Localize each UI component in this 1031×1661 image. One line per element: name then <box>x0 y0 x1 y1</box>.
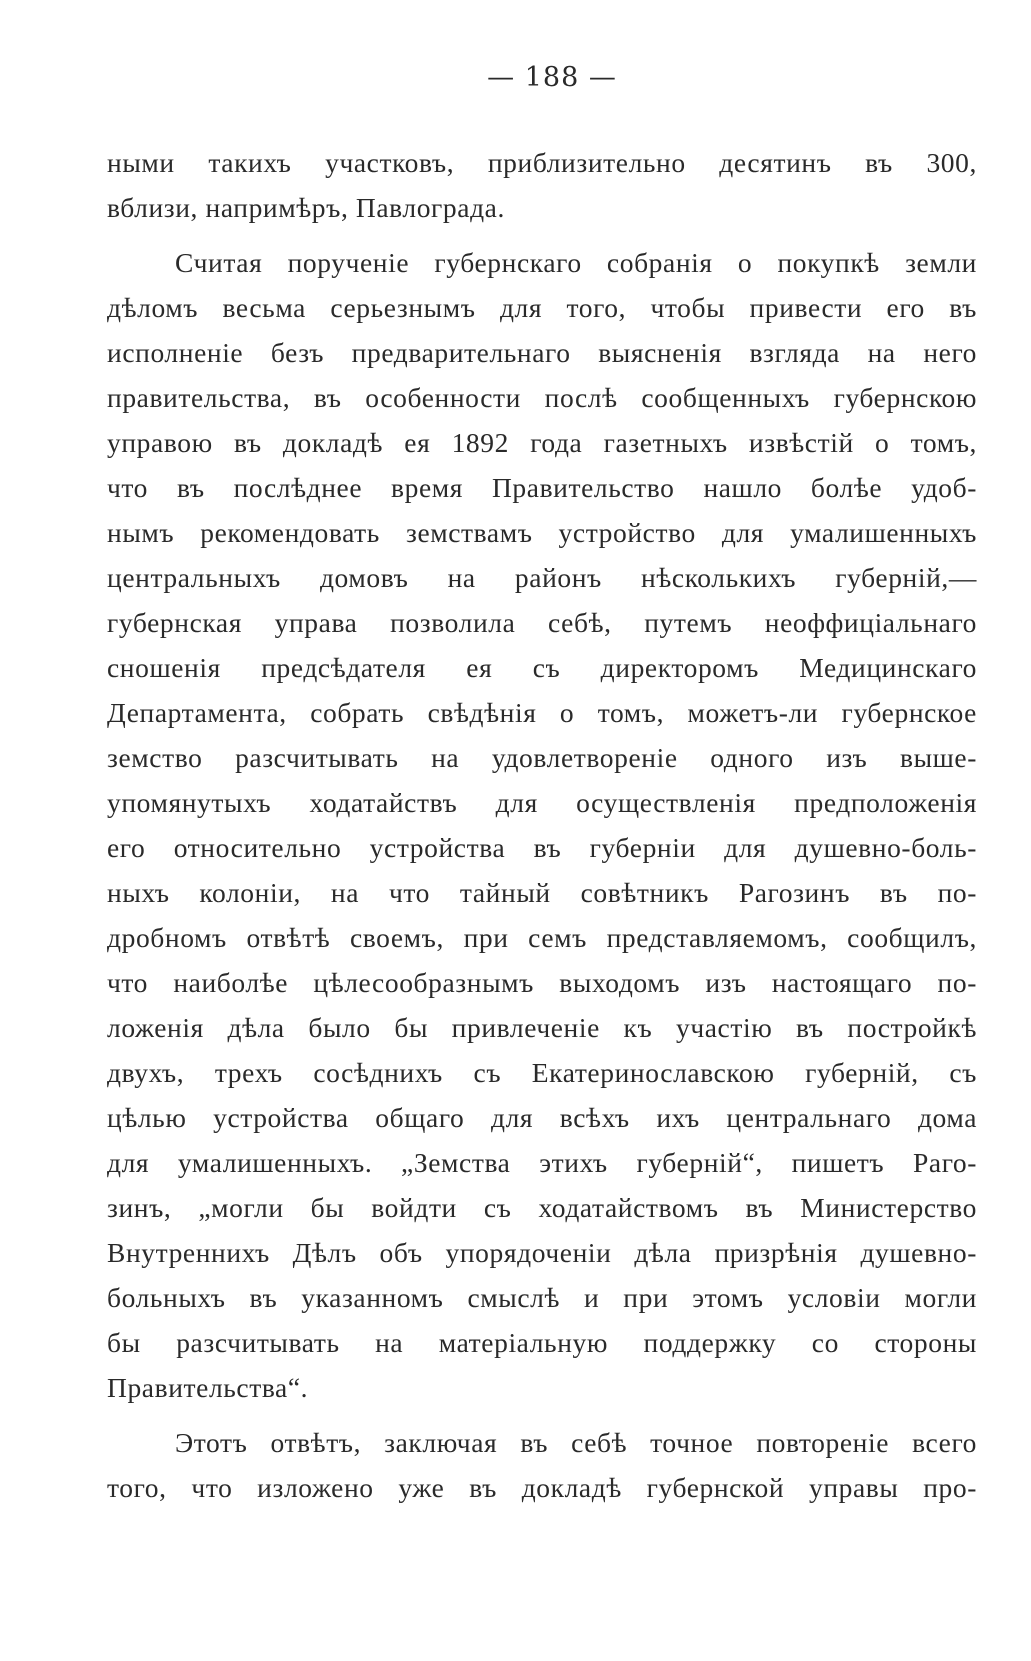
text-line: ныхъ колоніи, на что тайный совѣтникъ Рагозинъ въ по- <box>107 877 977 908</box>
text-line: управою въ докладѣ ея 1892 года газетныхъ извѣстій о томъ, <box>107 427 977 458</box>
text-line: что въ послѣднее время Правительство нашло болѣе удоб- <box>107 472 977 503</box>
text-line: исполненіе безъ предварительнаго выясненія взгляда на него <box>107 337 977 368</box>
text-line: что наиболѣе цѣлесообразнымъ выходомъ изъ настоящаго по- <box>107 967 977 998</box>
text-line: упомянутыхъ ходатайствъ для осуществленія предположенія <box>107 787 977 818</box>
text-line: цѣлью устройства общаго для всѣхъ ихъ центральнаго дома <box>107 1102 977 1133</box>
text-line: сношенія предсѣдателя ея съ директоромъ Медицинскаго <box>107 652 977 683</box>
text-line: земство разсчитывать на удовлетвореніе одного изъ выше- <box>107 742 977 773</box>
text-line: Департамента, собрать свѣдѣнія о томъ, можетъ-ли губернское <box>107 697 977 728</box>
text-line: бы разсчитывать на матеріальную поддержку со стороны <box>107 1327 977 1358</box>
text-line: Правительства“. <box>107 1372 309 1403</box>
text-line: Внутреннихъ Дѣлъ объ упорядоченіи дѣла призрѣнія душевно- <box>107 1237 977 1268</box>
text-line: нымъ рекомендовать земствамъ устройство для умалишенныхъ <box>107 517 977 548</box>
text-line: Этотъ отвѣтъ, заключая въ себѣ точное повтореніе всего <box>175 1427 977 1458</box>
text-line: правительства, въ особенности послѣ сообщенныхъ губернскою <box>107 382 977 413</box>
text-line: двухъ, трехъ сосѣднихъ съ Екатеринославскою губерній, съ <box>107 1057 977 1088</box>
text-line: зинъ, „могли бы войдти съ ходатайствомъ въ Министерство <box>107 1192 977 1223</box>
text-line: для умалишенныхъ. „Земства этихъ губерній“, пишетъ Раго- <box>107 1147 977 1178</box>
text-line: больныхъ въ указанномъ смыслѣ и при этомъ условіи могли <box>107 1282 977 1313</box>
text-line: того, что изложено уже въ докладѣ губернской управы про- <box>107 1472 977 1503</box>
text-line: дробномъ отвѣтѣ своемъ, при семъ представляемомъ, сообщилъ, <box>107 922 977 953</box>
paragraph-3 <box>107 1420 977 1510</box>
paragraph-2 <box>107 240 977 1410</box>
text-line: дѣломъ весьма серьезнымъ для того, чтобы привести его въ <box>107 292 977 323</box>
text-line: губернская управа позволила себѣ, путемъ неоффиціальнаго <box>107 607 977 638</box>
paragraph-1 <box>107 140 977 230</box>
text-line: центральныхъ домовъ на районъ нѣсколькихъ губерній,— <box>107 562 977 593</box>
text-line: его относительно устройства въ губерніи для душевно-боль- <box>107 832 977 863</box>
text-line: Считая порученіе губернскаго собранія о покупкѣ земли <box>175 247 977 278</box>
page-number: — 188 — <box>487 62 617 93</box>
body-text <box>107 140 977 1510</box>
text-line: ными такихъ участковъ, приблизительно десятинъ въ 300, <box>107 147 977 178</box>
text-line: ложенія дѣла было бы привлеченіе къ участію въ постройкѣ <box>107 1012 977 1043</box>
text-line: вблизи, напримѣръ, Павлограда. <box>107 192 505 223</box>
